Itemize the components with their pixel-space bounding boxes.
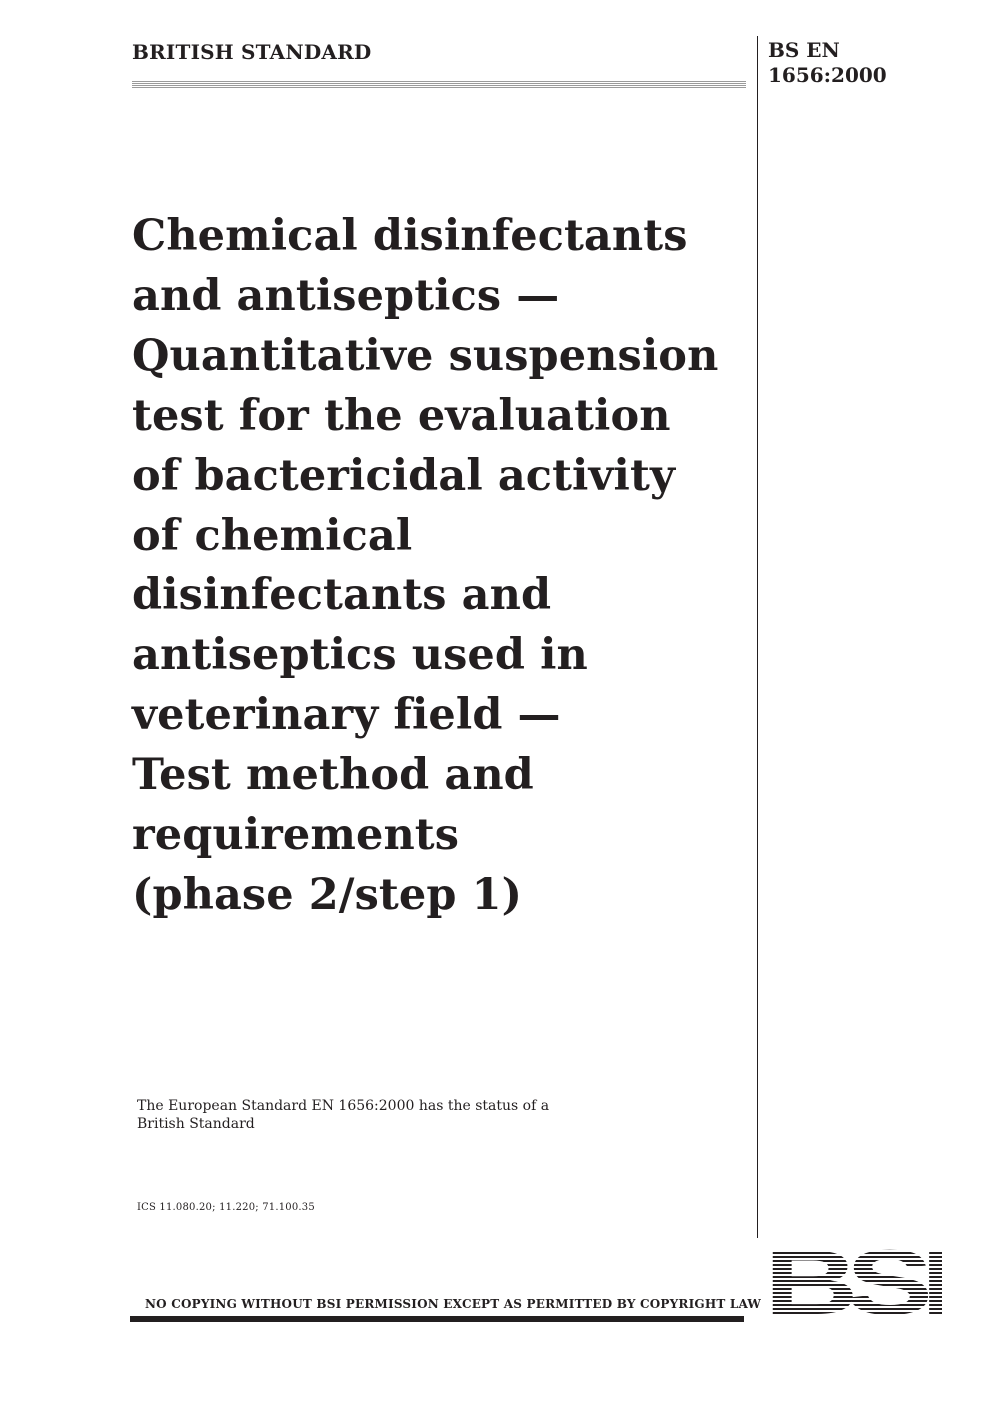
header-rule [132, 81, 746, 89]
document-title [132, 207, 747, 926]
title-line: test for the evaluation [132, 390, 671, 441]
title-line: Test method and [132, 750, 534, 801]
header-label: BRITISH STANDARD [132, 40, 372, 64]
vertical-divider [757, 36, 758, 1238]
title-line: veterinary field — [132, 690, 561, 741]
title-line: of chemical [132, 510, 413, 561]
copyright-notice: NO COPYING WITHOUT BSI PERMISSION EXCEPT AS PERMITTED BY COPYRIGHT LAW [145, 1297, 762, 1311]
standard-number-line1: BS EN [768, 38, 840, 62]
title-line: requirements [132, 810, 460, 861]
bsi-logo-icon [766, 1244, 942, 1324]
standard-number [768, 38, 887, 88]
standard-number-line2: 1656:2000 [768, 63, 887, 87]
bottom-rule [130, 1316, 744, 1322]
status-statement [137, 1097, 549, 1133]
title-line: of bactericidal activity [132, 450, 676, 501]
title-line: antiseptics used in [132, 630, 588, 681]
title-line: (phase 2/step 1) [132, 869, 523, 920]
ics-codes: ICS 11.080.20; 11.220; 71.100.35 [137, 1202, 315, 1213]
title-line: and antiseptics — [132, 270, 560, 321]
status-line1: The European Standard EN 1656:2000 has the status of a [137, 1098, 550, 1114]
title-line: disinfectants and [132, 570, 552, 621]
title-line: Quantitative suspension [132, 330, 719, 381]
title-line: Chemical disinfectants [132, 211, 688, 261]
status-line2: British Standard [137, 1116, 255, 1132]
